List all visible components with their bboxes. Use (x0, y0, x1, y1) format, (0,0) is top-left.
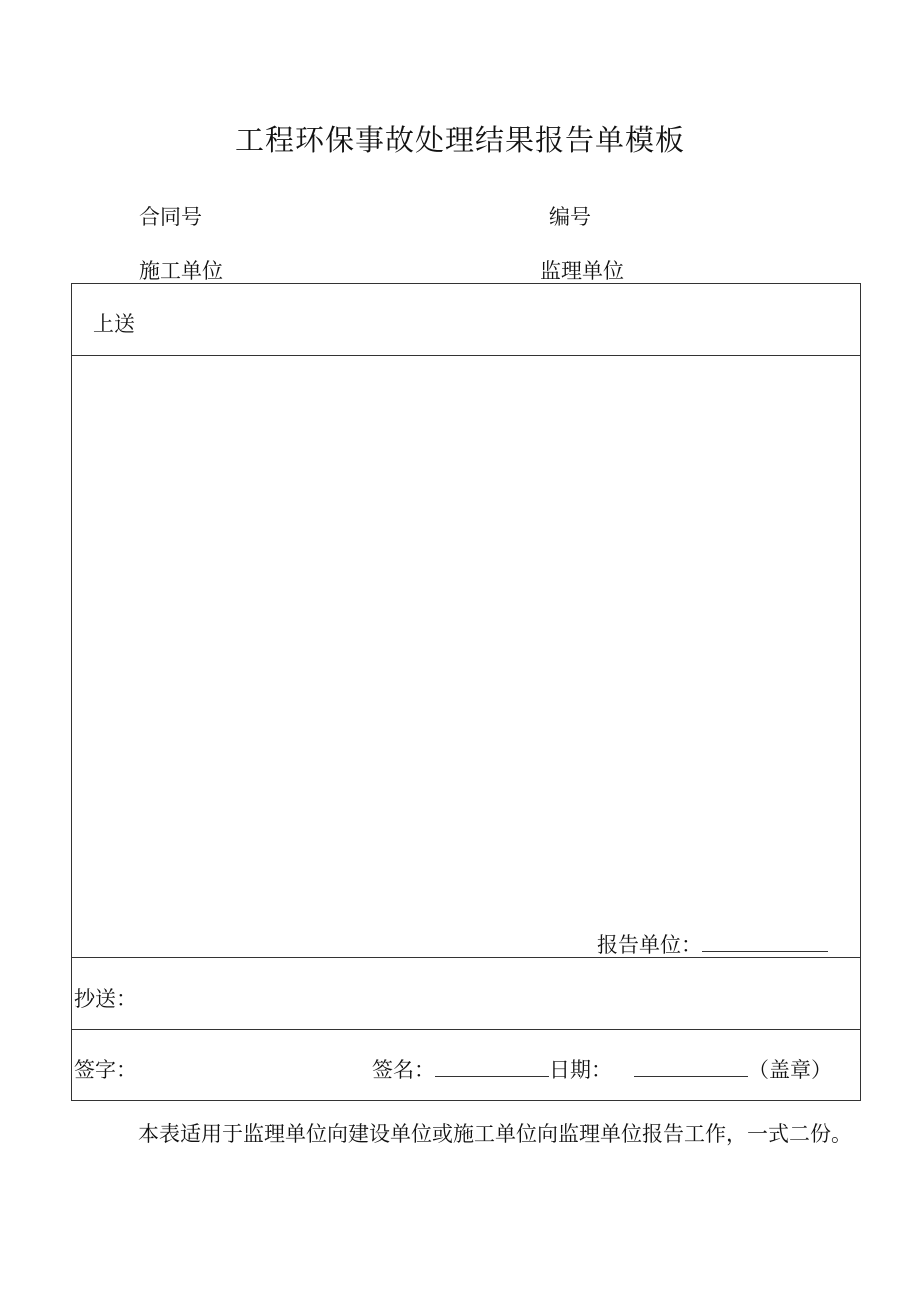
usage-note: 本表适用于监理单位向建设单位或施工单位向监理单位报告工作，一式二份。 (138, 1122, 852, 1146)
report-form-table (71, 283, 861, 1101)
reporting-unit-blank[interactable] (702, 933, 828, 952)
date-blank[interactable] (634, 1058, 748, 1077)
stamp-label: （盖章） (748, 1058, 832, 1082)
upload-label: 上送 (93, 312, 135, 336)
sign-name-blank[interactable] (435, 1058, 549, 1077)
serial-no-label: 编号 (549, 205, 591, 229)
signature-row (72, 1030, 860, 1102)
sign-date-stamp-field (372, 1054, 832, 1084)
document-title: 工程环保事故处理结果报告单模板 (234, 123, 685, 157)
reporting-unit-field (597, 929, 828, 959)
contract-no-label: 合同号 (139, 205, 202, 229)
reporting-unit-label: 报告单位： (597, 933, 702, 957)
signature-label: 签字： (74, 1058, 137, 1082)
upload-row (72, 284, 860, 356)
supervisor-label: 监理单位 (540, 259, 624, 283)
sign-name-label: 签名： (372, 1058, 435, 1082)
date-label: 日期： (549, 1058, 612, 1082)
report-content-area[interactable] (72, 356, 860, 958)
cc-row (72, 958, 860, 1030)
contractor-label: 施工单位 (139, 259, 223, 283)
cc-label: 抄送： (74, 987, 137, 1011)
